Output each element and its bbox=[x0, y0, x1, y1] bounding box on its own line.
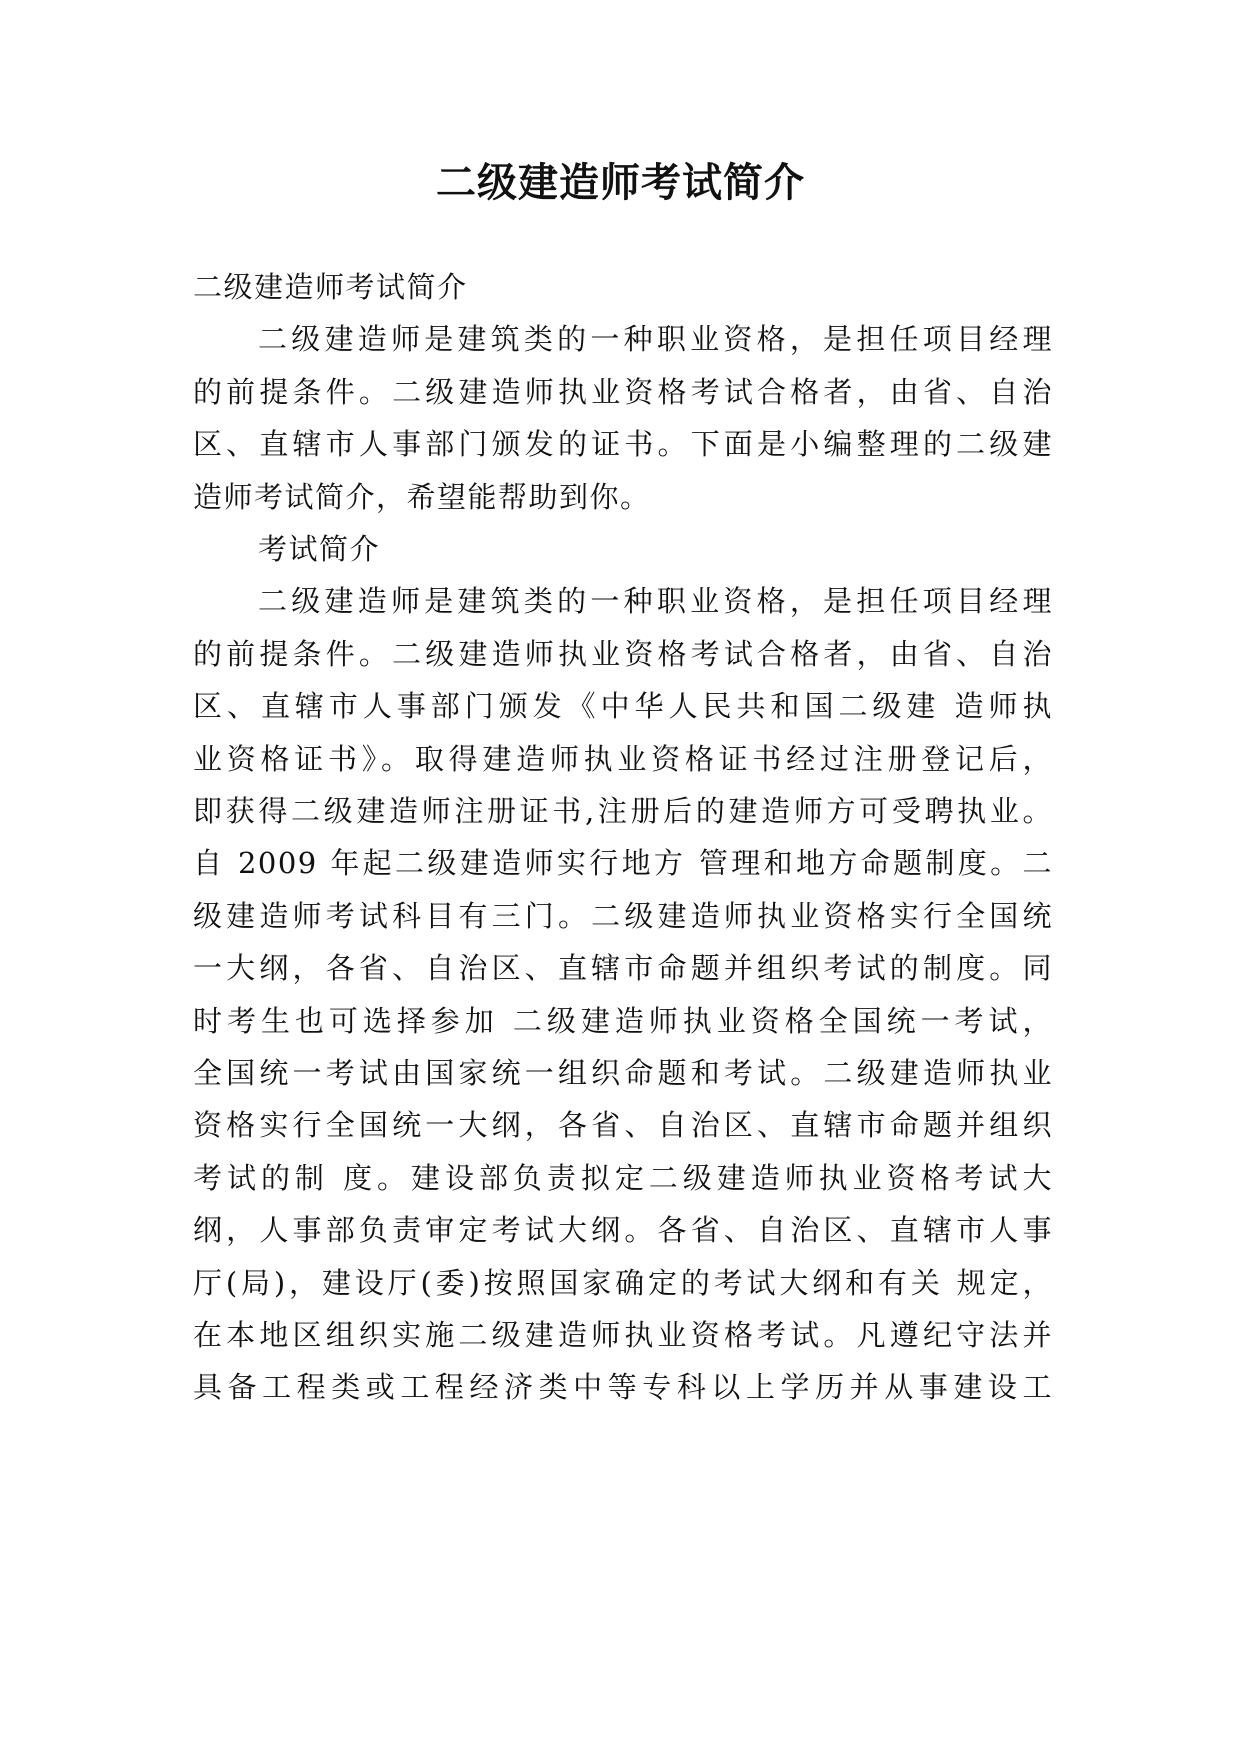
body-text-line: 具备工程类或工程经济类中等专科以上学历并从事建设工 bbox=[193, 1370, 1053, 1405]
body-text-line: 纲，人事部负责审定考试大纲。各省、自治区、直辖市人事 bbox=[193, 1213, 1053, 1248]
body-text-line: 二级建造师是建筑类的一种职业资格，是担任项目经理 bbox=[258, 584, 1053, 619]
body-text-line: 的前提条件。二级建造师执业资格考试合格者，由省、自治 bbox=[193, 636, 1053, 671]
body-text-line: 区、直辖市人事部门颁发的证书。下面是小编整理的二级建 bbox=[193, 427, 1053, 462]
body-text-line: 区、直辖市人事部门颁发《中华人民共和国二级建 造师执 bbox=[193, 689, 1053, 724]
body-text-line: 时考生也可选择参加 二级建造师执业资格全国统一考试， bbox=[193, 1003, 1053, 1038]
body-text-line: 的前提条件。二级建造师执业资格考试合格者，由省、自治 bbox=[193, 374, 1053, 409]
body-text-line: 即获得二级建造师注册证书,注册后的建造师方可受聘执业。 bbox=[193, 794, 1053, 828]
body-text-line: 厅(局)，建设厅(委)按照国家确定的考试大纲和有关 规定， bbox=[193, 1265, 1053, 1300]
body-text-line: 业资格证书》。取得建造师执业资格证书经过注册登记后， bbox=[193, 741, 1053, 776]
body-text-line: 自 2009 年起二级建造师实行地方 管理和地方命题制度。二 bbox=[193, 846, 1053, 881]
body-text-line: 级建造师考试科目有三门。二级建造师执业资格实行全国统 bbox=[193, 898, 1053, 933]
body-text-line: 考试的制 度。建设部负责拟定二级建造师执业资格考试大 bbox=[193, 1160, 1053, 1195]
body-text-line: 一大纲，各省、自治区、直辖市命题并组织考试的制度。同 bbox=[193, 951, 1053, 986]
body-text-line: 在本地区组织实施二级建造师执业资格考试。凡遵纪守法并 bbox=[193, 1318, 1053, 1352]
body-text-line: 全国统一考试由国家统一组织命题和考试。二级建造师执业 bbox=[193, 1056, 1053, 1090]
section-heading: 二级建造师考试简介 bbox=[193, 270, 468, 304]
document-title: 二级建造师考试简介 bbox=[436, 160, 805, 206]
body-text-line: 造师考试简介，希望能帮助到你。 bbox=[193, 479, 651, 514]
body-text-line: 考试简介 bbox=[258, 532, 381, 566]
body-text-line: 资格实行全国统一大纲，各省、自治区、直辖市命题并组织 bbox=[193, 1108, 1053, 1143]
body-text-line: 二级建造师是建筑类的一种职业资格，是担任项目经理 bbox=[258, 322, 1053, 357]
